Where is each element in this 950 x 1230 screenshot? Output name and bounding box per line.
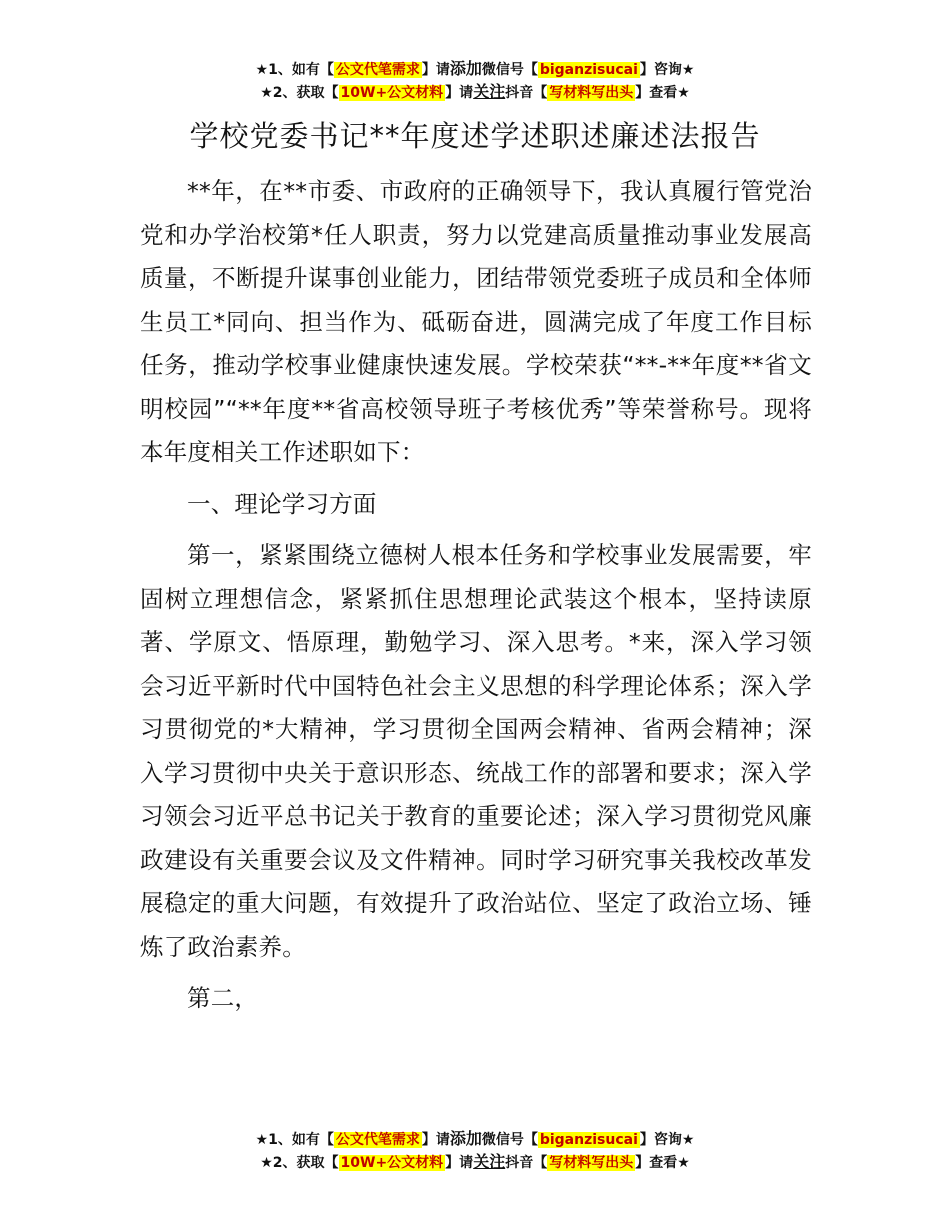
banner-line-2: ★2、获取【 10W+公文材料 】请关注抖音【 写材料写出头 】查看★: [260, 82, 690, 101]
section-heading: 一、理论学习方面: [187, 489, 377, 518]
document-body: [140, 170, 812, 1021]
highlight-service: 公文代笔需求: [335, 62, 420, 78]
douyin-account: 写材料写出头: [549, 85, 634, 101]
document-title: 学校党委书记**年度述学述职述廉述法报告: [189, 119, 761, 153]
wechat-id: biganzisucai: [539, 62, 638, 78]
banner-line-2: ★2、获取【 10W+公文材料 】请关注抖音【 写材料写出头 】查看★: [260, 1152, 690, 1171]
header-banner: [0, 58, 950, 104]
paragraph-intro: **年，在**市委、市政府的正确领导下，我认真履行管党治党和办学治校第*任人职责，努力以党建高质量推动事业发展高质量，不断提升谋事创业能力，团结带领党委班子成员和全体师生员工*同向、担当作为、砥砺奋进，圆满完成了年度工作目标任务，推动学校事业健康快速发展。学校荣获“**-**年度**省文明校园”“**年度**省高校领导班子考核优秀”等荣誉称号。现将本年度相关工作述职如下：: [140, 177, 812, 466]
banner-line-1: ★1、如有【 公文代笔需求 】请添加微信号【 biganzisucai 】咨询★: [255, 1129, 695, 1148]
footer-banner: [0, 1128, 950, 1174]
douyin-account: 写材料写出头: [549, 1155, 634, 1171]
highlight-materials: 10W+公文材料: [340, 1155, 444, 1171]
paragraph-second: 第二，: [187, 984, 259, 1012]
highlight-service: 公文代笔需求: [335, 1132, 420, 1148]
wechat-id: biganzisucai: [539, 1132, 638, 1148]
paragraph-first: 第一，紧紧围绕立德树人根本任务和学校事业发展需要，牢固树立理想信念，紧紧抓住思想理论武装这个根本，坚持读原著、学原文、悟原理，勤勉学习、深入思考。*来，深入学习领会习近平新时代中国特色社会主义思想的科学理论体系；深入学习贯彻党的*大精神，学习贯彻全国两会精神、省两会精神；深入学习贯彻中央关于意识形态、统战工作的部署和要求；深入学习领会习近平总书记关于教育的重要论述；深入学习贯彻党风廉政建设有关重要会议及文件精神。同时学习研究事关我校改革发展稳定的重大问题，有效提升了政治站位、坚定了政治立场、锤炼了政治素养。: [140, 541, 812, 961]
highlight-materials: 10W+公文材料: [340, 85, 444, 101]
banner-line-1: ★1、如有【 公文代笔需求 】请添加微信号【 biganzisucai 】咨询★: [255, 59, 695, 78]
